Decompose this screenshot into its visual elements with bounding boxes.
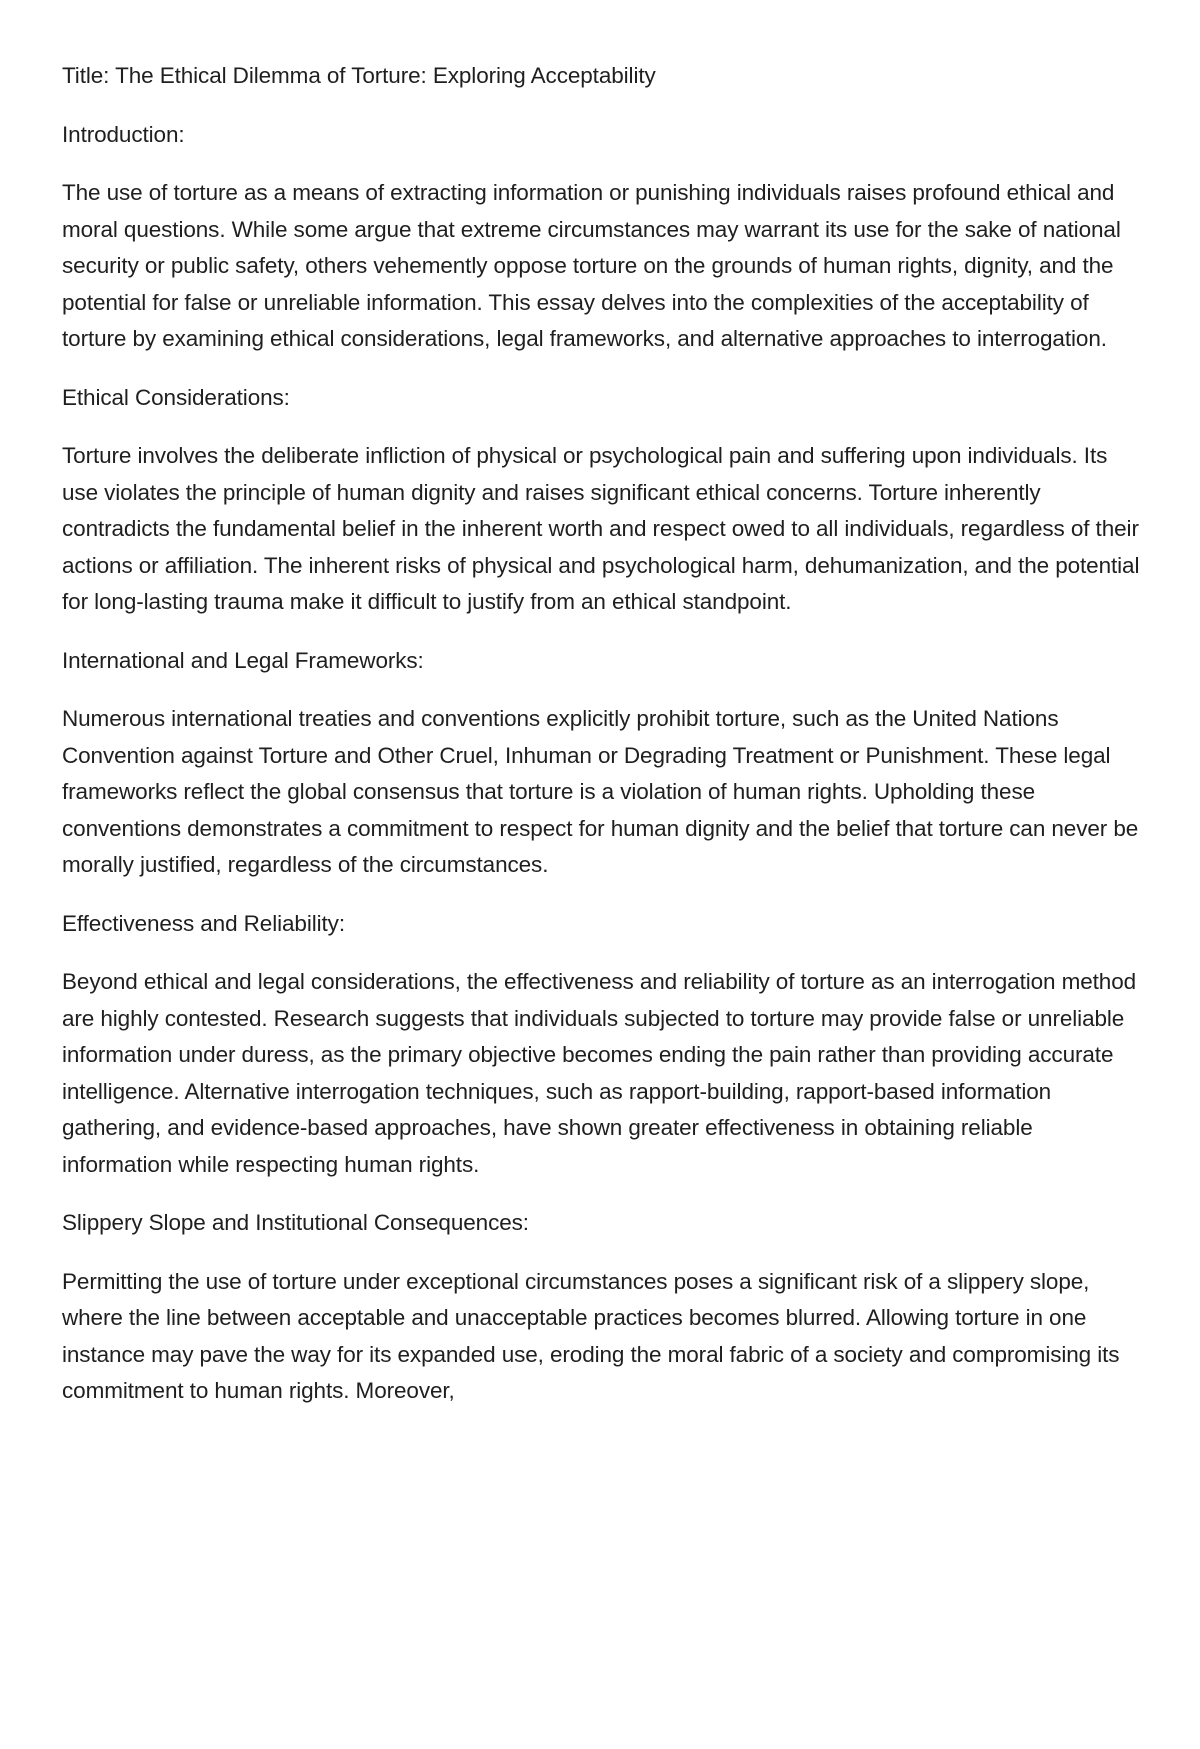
document-title: Title: The Ethical Dilemma of Torture: Exploring Acceptability xyxy=(62,63,656,88)
section-body-legal-frameworks: Numerous international treaties and conventions explicitly prohibit torture, such as the United Nations Convention against Torture and Other Cruel, Inhuman or Degrading Treatment or Punishment. These legal frameworks reflect the global consensus that torture is a violation of human rights. Upholding these conventions demonstrates a commitment to respect for human dignity and the belief that torture can never be morally justified, regardless of the circumstances. xyxy=(62,706,1139,877)
section-heading-legal-frameworks: International and Legal Frameworks: xyxy=(62,647,424,673)
section-heading-slippery-slope: Slippery Slope and Institutional Consequences: xyxy=(62,1210,529,1235)
section-heading-effectiveness: Effectiveness and Reliability: xyxy=(62,910,345,936)
document-page xyxy=(62,58,1142,1432)
section-body-ethical-considerations: Torture involves the deliberate infliction of physical or psychological pain and suffering upon individuals. Its use violates the principle of human dignity and raises significant ethical concerns. Torture inherently contradicts the fundamental belief in the inherent worth and respect owed to all individuals, regardless of their actions or affiliation. The inherent risks of physical and psychological harm, dehumanization, and the potential for long-lasting trauma make it difficult to justify from an ethical standpoint. xyxy=(62,443,1140,614)
section-body-effectiveness: Beyond ethical and legal considerations, the effectiveness and reliability of torture as an interrogation method are highly contested. Research suggests that individuals subjected to torture may provide false or unreliable information under duress, as the primary objective becomes ending the pain rather than providing accurate intelligence. Alternative interrogation techniques, such as rapport-building, rapport-based information gathering, and evidence-based approaches, have shown greater effectiveness in obtaining reliable information while respecting human rights. xyxy=(62,969,1137,1177)
section-heading-introduction: Introduction: xyxy=(62,121,185,147)
section-body-introduction: The use of torture as a means of extracting information or punishing individuals raises profound ethical and moral questions. While some argue that extreme circumstances may warrant its use for the sake of national security or public safety, others vehemently oppose torture on the grounds of human rights, dignity, and the potential for false or unreliable information. This essay delves into the complexities of the acceptability of torture by examining ethical considerations, legal frameworks, and alternative approaches to interrogation. xyxy=(62,180,1121,351)
section-heading-ethical-considerations: Ethical Considerations: xyxy=(62,384,290,410)
section-body-slippery-slope: Permitting the use of torture under exceptional circumstances poses a significant risk of a slippery slope, where the line between acceptable and unacceptable practices becomes blurred. Allowing torture in one instance may pave the way for its expanded use, eroding the moral fabric of a society and compromising its commitment to human rights. Moreover, xyxy=(62,1268,1120,1403)
